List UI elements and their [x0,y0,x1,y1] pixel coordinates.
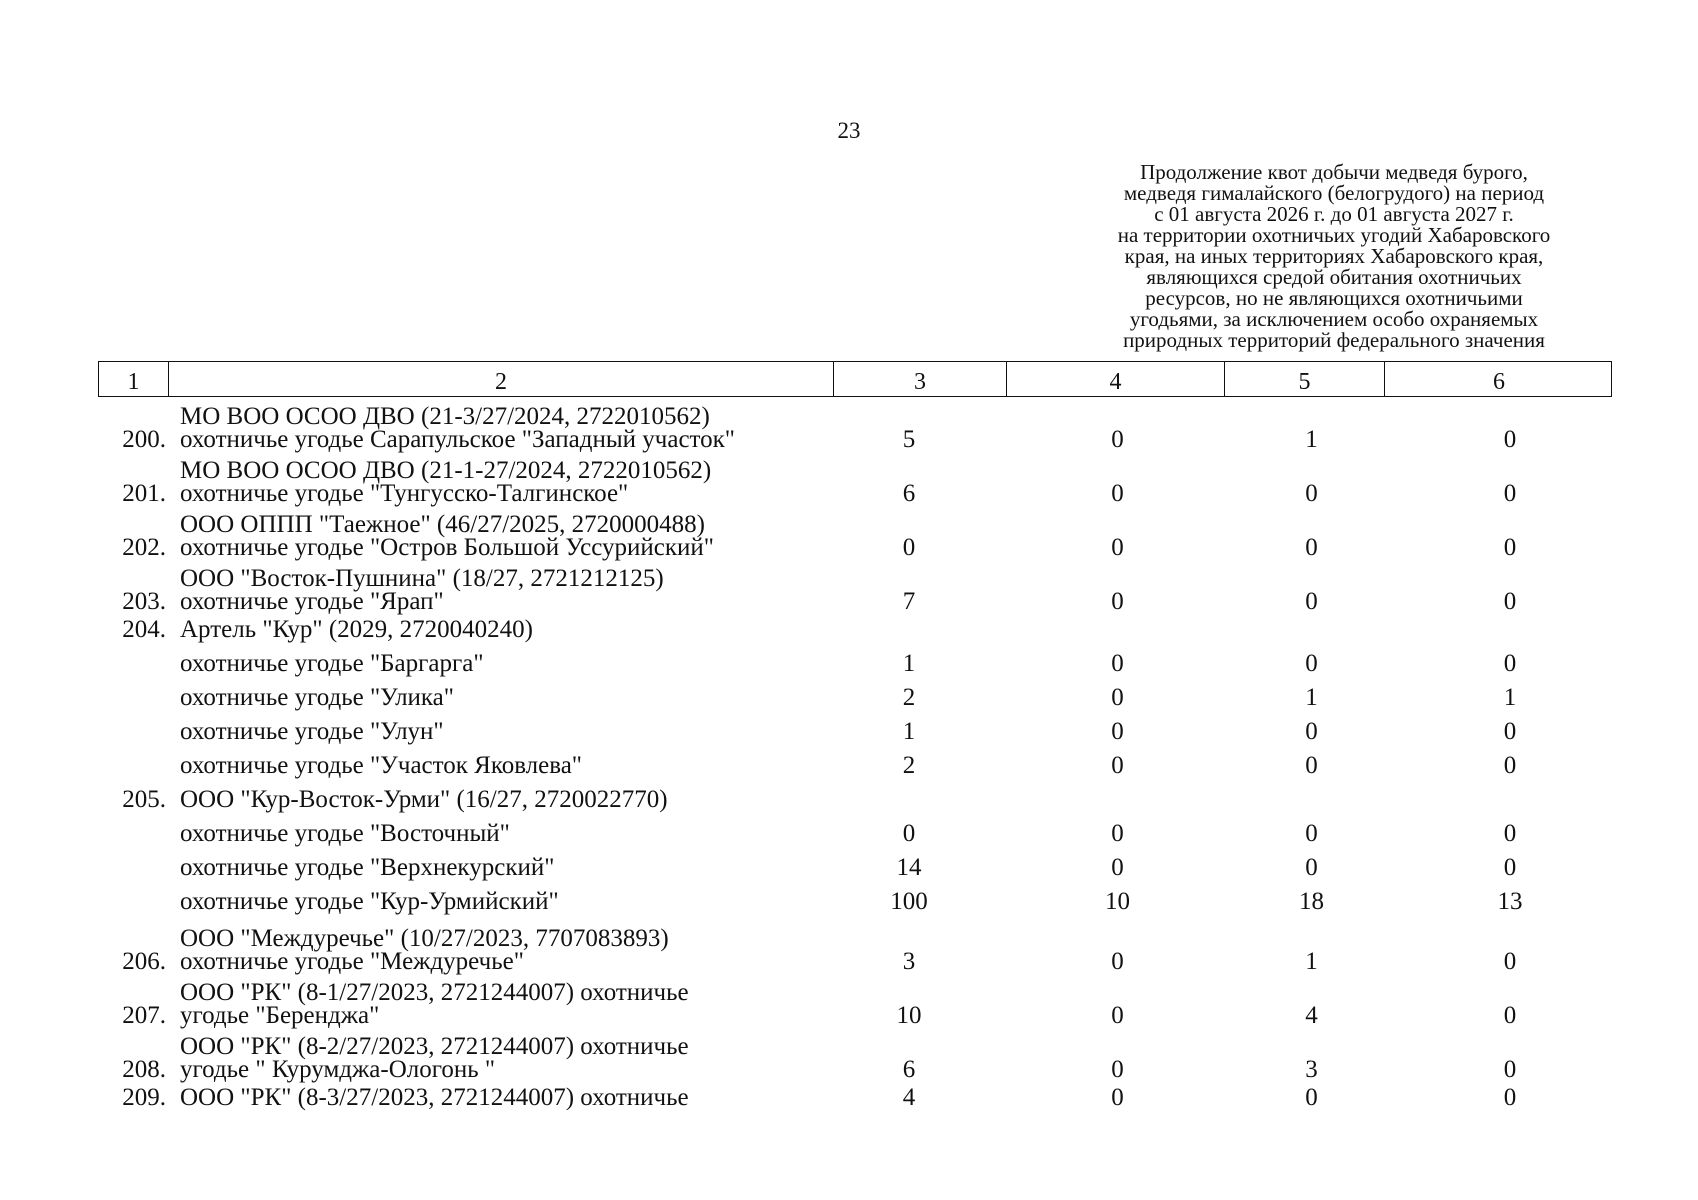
name-line: охотничье угодье "Тунгусско-Талгинское" [180,480,629,507]
quota-value-col-5: 0 [1305,588,1318,615]
name-line: ООО ОППП "Таежное" (46/27/2025, 2720000488) [180,511,705,538]
table-row [98,397,1612,451]
name-line: охотничье угодье "Восточный" [180,820,510,847]
quota-value-col-3: 4 [902,1084,916,1111]
hunting-ground-name [174,851,799,885]
table-row [98,715,1612,749]
table-header-row [98,361,1612,397]
quota-value-col-5: 1 [1305,426,1318,453]
row-number: 204. [122,616,166,643]
table-row [98,749,1612,783]
row-number: 206. [122,948,166,975]
hunting-ground-name [174,681,799,715]
quota-value-col-3: 10 [896,1002,922,1029]
caption-line: ресурсов, но не являющихся охотничьими [1145,286,1523,310]
quota-value-col-5: 18 [1299,888,1324,915]
name-line: ООО "Кур-Восток-Урми" (16/27, 2720022770) [180,786,668,813]
row-number: 202. [122,534,166,561]
quota-value-col-6: 0 [1503,1056,1517,1083]
quota-value-col-4: 0 [1111,1084,1124,1111]
quota-value-col-5: 0 [1305,820,1318,847]
quota-value-col-3: 6 [902,480,916,507]
column-header: 5 [1224,362,1384,396]
quota-value-col-3: 14 [896,854,922,881]
name-line: угодье "Беренджа" [180,1002,380,1029]
quota-value-col-4: 0 [1111,752,1124,779]
name-line: охотничье угодье "Улика" [180,684,454,711]
name-line: ООО "Междуречье" (10/27/2023, 7707083893) [180,925,669,952]
quota-value-col-4: 10 [1105,888,1130,915]
quota-value-col-3: 6 [902,1056,916,1083]
quota-value-col-6: 0 [1503,854,1517,881]
page-number: 23 [837,118,861,143]
quota-value-col-5: 0 [1305,752,1318,779]
hunting-ground-name [174,567,799,613]
hunting-ground-name [174,513,799,559]
caption-line: природных территорий федерального значения [1123,328,1545,352]
name-line: охотничье угодье "Кур-Урмийский" [180,888,559,915]
hunting-ground-name [174,405,799,451]
quota-value-col-3: 100 [890,888,928,915]
table-row [98,1081,1612,1115]
table-row [98,451,1612,505]
quota-value-col-6: 0 [1503,948,1517,975]
hunting-ground-name [174,927,799,973]
quota-value-col-6: 0 [1503,820,1517,847]
name-line: охотничье угодье "Верхнекурский" [180,854,555,881]
caption-line: с 01 августа 2026 г. до 01 августа 2027 г. [1154,202,1514,226]
table-row [98,851,1612,885]
name-line: ООО "РК" (8-3/27/2023, 2721244007) охотничье [180,1084,689,1111]
quota-value-col-4: 0 [1111,948,1124,975]
name-line: охотничье угодье "Баргарга" [180,650,484,677]
table-row [98,505,1612,559]
name-line: охотничье угодье "Участок Яковлева" [180,752,583,779]
hunting-ground-name [174,1035,799,1081]
table-row [98,919,1612,973]
row-number: 205. [122,786,166,813]
quota-value-col-4: 0 [1111,684,1124,711]
quota-value-col-6: 0 [1503,534,1517,561]
quota-value-col-3: 2 [902,752,916,779]
row-number: 200. [122,426,166,453]
column-header: 6 [1384,362,1613,396]
name-line: охотничье угодье "Ярап" [180,588,444,615]
quota-value-col-3: 0 [902,534,916,561]
column-header: 2 [168,362,833,396]
hunting-ground-name [174,749,799,783]
quota-value-col-5: 0 [1305,650,1318,677]
quota-value-col-4: 0 [1111,426,1124,453]
quota-value-col-4: 0 [1111,650,1124,677]
name-line: МО ВОО ОСОО ДВО (21-3/27/2024, 2722010562) [180,403,710,430]
name-line: охотничье угодье Сарапульское "Западный участок" [180,426,736,453]
quota-table [98,361,1612,1115]
quota-value-col-6: 0 [1503,588,1517,615]
quota-value-col-6: 0 [1503,1084,1517,1111]
row-number: 201. [122,480,166,507]
name-line: ООО "РК" (8-1/27/2023, 2721244007) охотничье [180,979,689,1006]
caption-line: Продолжение квот добычи медведя бурого, [1140,160,1528,184]
quota-value-col-4: 0 [1111,820,1124,847]
quota-value-col-3: 3 [902,948,916,975]
table-row [98,783,1612,817]
quota-value-col-4: 0 [1111,1002,1124,1029]
hunting-ground-name [174,715,799,749]
quota-value-col-6: 0 [1503,650,1517,677]
quota-value-col-6: 13 [1497,888,1523,915]
hunting-ground-name [174,647,799,681]
quota-value-col-6: 0 [1503,480,1517,507]
table-body [98,397,1612,1115]
quota-value-col-5: 0 [1305,1084,1318,1111]
column-header: 4 [1006,362,1224,396]
quota-value-col-3: 1 [902,718,916,745]
caption-line: на территории охотничьих угодий Хабаровского [1117,223,1551,247]
table-row [98,647,1612,681]
table-row [98,817,1612,851]
hunting-ground-name [174,1081,799,1115]
table-row [98,1027,1612,1081]
quota-value-col-3: 2 [902,684,916,711]
quota-value-col-3: 1 [902,650,916,677]
quota-value-col-5: 4 [1305,1002,1318,1029]
quota-value-col-6: 0 [1503,718,1517,745]
table-row [98,973,1612,1027]
name-line: охотничье угодье "Улун" [180,718,444,745]
quota-value-col-4: 0 [1111,588,1124,615]
name-line: ООО "Восток-Пушнина" (18/27, 2721212125) [180,565,664,592]
quota-value-col-3: 7 [902,588,916,615]
hunting-ground-name [174,885,799,919]
quota-value-col-4: 0 [1111,480,1124,507]
caption-line: угодьями, за исключением особо охраняемых [1129,307,1539,331]
table-caption [1054,162,1614,351]
name-line: охотничье угодье "Междуречье" [180,948,524,975]
hunting-ground-name [174,981,799,1027]
table-row [98,559,1612,613]
row-number: 207. [122,1002,166,1029]
quota-value-col-5: 0 [1305,718,1318,745]
name-line: угодье " Курумджа-Ологонь " [180,1056,496,1083]
caption-line: являющихся средой обитания охотничьих [1146,265,1522,289]
quota-value-col-5: 3 [1305,1056,1318,1083]
hunting-ground-name [174,817,799,851]
quota-value-col-6: 0 [1503,752,1517,779]
row-number: 208. [122,1056,166,1083]
name-line: охотничье угодье "Остров Большой Уссурийский" [180,534,714,561]
table-row [98,885,1612,919]
table-row [98,613,1612,647]
column-header: 3 [833,362,1006,396]
quota-value-col-4: 0 [1111,1056,1124,1083]
name-line: ООО "РК" (8-2/27/2023, 2721244007) охотничье [180,1033,689,1060]
quota-value-col-3: 0 [902,820,916,847]
quota-value-col-6: 1 [1503,684,1517,711]
quota-value-col-3: 5 [902,426,916,453]
quota-value-col-4: 0 [1111,854,1124,881]
quota-value-col-4: 0 [1111,534,1124,561]
hunting-ground-name [174,613,799,647]
hunting-ground-name [174,783,799,817]
quota-value-col-5: 0 [1305,854,1318,881]
quota-value-col-6: 0 [1503,1002,1517,1029]
row-number: 209. [122,1084,166,1111]
name-line: МО ВОО ОСОО ДВО (21-1-27/2024, 2722010562) [180,457,712,484]
row-number: 203. [122,588,166,615]
caption-line: края, на иных территориях Хабаровского края, [1124,244,1544,268]
quota-value-col-5: 0 [1305,534,1318,561]
caption-line: медведя гималайского (белогрудого) на период [1123,181,1545,205]
quota-value-col-5: 1 [1305,948,1318,975]
quota-value-col-5: 1 [1305,684,1318,711]
quota-value-col-4: 0 [1111,718,1124,745]
table-row [98,681,1612,715]
column-header: 1 [127,369,140,395]
hunting-ground-name [174,459,799,505]
name-line: Артель "Кур" (2029, 2720040240) [180,616,533,643]
quota-value-col-5: 0 [1305,480,1318,507]
quota-value-col-6: 0 [1503,426,1517,453]
